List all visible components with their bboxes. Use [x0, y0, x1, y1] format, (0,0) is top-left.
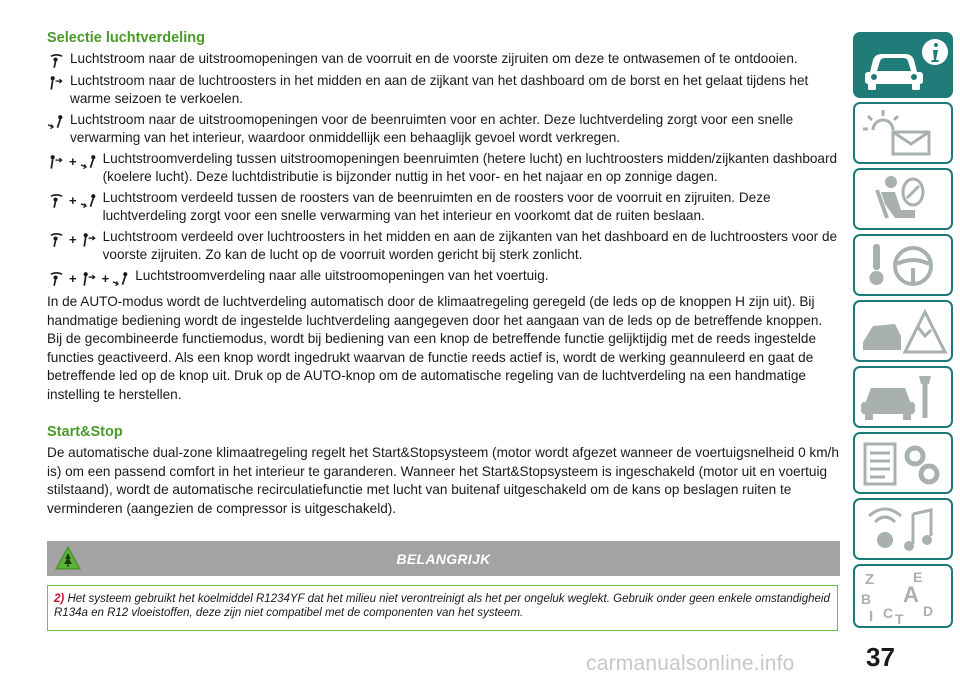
tab-multimedia[interactable]: [853, 498, 953, 560]
distribution-text: Luchtstroom verdeeld over luchtroosters in het midden en aan de zijkanten van het dashboard en de luchtroosters voor de voorste zijruiten. Zo kan de lucht op de voorruit worden gericht bij sterk zonlicht.: [102, 229, 838, 262]
tab-car-info[interactable]: [853, 32, 953, 98]
fan-feet-icon: [112, 271, 131, 287]
index-letter: D: [923, 603, 934, 619]
fan-feet-icon: [80, 154, 99, 170]
distribution-icons: [47, 111, 66, 130]
tab-safety[interactable]: [853, 168, 953, 230]
distribution-row: [47, 267, 840, 288]
environment-warning-icon: [54, 545, 82, 576]
start-stop-paragraph: De automatische dual-zone klimaatregeling regelt het Start&Stopsysteem (motor wordt afgezet wanneer de voertuigsnelheid 0 km/h is) om een passend comfort in het interieur te garanderen. Wanneer het Start&Stopsysteem is ingeschakeld (motor uit en voertuig stilstaand), wordt de automatische recirculatiefunctie met lucht van buitenaf uitgeschakeld om de kans op beslagen ruiten te verminderen (aangezien de compressor is uitgeschakeld).: [47, 445, 839, 516]
fan-center-icon: [47, 75, 66, 91]
index-letter: I: [869, 608, 874, 625]
tab-emergency[interactable]: [853, 300, 953, 362]
distribution-row: [47, 150, 840, 186]
specs-gear-icon: [855, 434, 951, 492]
tab-specifications[interactable]: [853, 432, 953, 494]
fan-windscreen-icon: [47, 232, 66, 248]
notice-header: [47, 541, 840, 576]
multimedia-icon: [855, 500, 951, 558]
index-letter: A: [903, 582, 919, 607]
distribution-icons: [47, 150, 99, 171]
fan-center-icon: [80, 232, 99, 248]
distribution-row: [47, 72, 840, 108]
index-letter: T: [895, 611, 904, 626]
main-content: [47, 30, 840, 518]
distribution-row: [47, 111, 840, 147]
watermark: carmanualsonline.info: [586, 652, 795, 675]
distribution-icons: [47, 189, 99, 210]
fan-windscreen-icon: [47, 193, 66, 209]
plus-sign: +: [101, 271, 110, 286]
section-title-air-distribution: Selectie luchtverdeling: [47, 30, 205, 46]
warning-lights-icon: [855, 104, 951, 162]
index-letter: C: [883, 605, 894, 621]
accident-icon: [855, 302, 951, 360]
distribution-text: Luchtstroom naar de uitstroomopeningen voor de beenruimten voor en achter. Deze luchtverdeling zorgt voor een snelle verwarming van het interieur, waardoor onmiddellijk een behaaglijk gevoel wordt verkregen.: [70, 112, 794, 145]
car-info-icon: [855, 34, 951, 96]
distribution-text: Luchtstroomverdeling tussen uitstroomopeningen beenruimten (hetere lucht) en luchtroosters midden/zijkanten dashboard (koelere lucht). Deze luchtdistributie is bijzonder nuttig in het voor- en het najaar en op zonnige dagen.: [102, 151, 838, 184]
airbag-seat-icon: [855, 170, 951, 228]
fan-windscreen-icon: [47, 53, 66, 69]
distribution-text: Luchtstroom naar de uitstroomopeningen van de voorruit en de voorste zijruiten om deze te ontwasemen of te ontdooien.: [70, 51, 798, 66]
tab-driving[interactable]: [853, 234, 953, 296]
section-title-start-stop: Start&Stop: [47, 424, 123, 440]
distribution-icons: [47, 228, 99, 249]
notice-title: BELANGRIJK: [396, 550, 491, 567]
distribution-text: Luchtstroomverdeling naar alle uitstroomopeningen van het voertuig.: [135, 268, 549, 283]
page-number: 37: [866, 642, 895, 672]
car-service-icon: [855, 368, 951, 426]
tab-warning-lights[interactable]: [853, 102, 953, 164]
distribution-row: [47, 189, 840, 225]
plus-sign: +: [69, 232, 77, 247]
fan-feet-icon: [47, 114, 66, 130]
distribution-icons: [47, 267, 131, 288]
distribution-text: Luchtstroom naar de luchtroosters in het midden en aan de zijkant van het dashboard om de borst en het gelaat tijdens het warme seizoen te verkoelen.: [70, 73, 809, 106]
index-alphabet-icon: [855, 566, 951, 626]
notice-text: Het systeem gebruikt het koelmiddel R1234YF dat het milieu niet verontreinigt als het per ongeluk weglekt. Gebruik onder geen enkele omstandigheid R134a en R12 vloeistoffen, deze zijn niet compatibel met de componenten van het systeem.: [54, 593, 830, 619]
distribution-row: [47, 50, 840, 69]
fan-center-icon: [80, 271, 99, 287]
fan-center-icon: [47, 154, 66, 170]
tab-maintenance[interactable]: [853, 366, 953, 428]
notice-reference: 2): [54, 593, 65, 605]
distribution-icons: [47, 50, 66, 69]
plus-sign: +: [69, 271, 77, 286]
steering-wheel-icon: [855, 236, 951, 294]
air-distribution-list: [47, 50, 840, 288]
distribution-icons: [47, 72, 66, 91]
distribution-row: [47, 228, 840, 264]
index-letter: Z: [865, 571, 875, 588]
fan-windscreen-icon: [47, 271, 66, 287]
fan-feet-icon: [80, 193, 99, 209]
plus-sign: +: [69, 154, 77, 169]
notice-box: [47, 585, 838, 631]
index-letter: B: [861, 591, 872, 607]
plus-sign: +: [69, 193, 77, 208]
index-letter: E: [913, 569, 923, 585]
distribution-text: Luchtstroom verdeeld tussen de roosters van de beenruimten en de roosters voor de voorruit en zijruiten. Deze luchtverdeling zorgt voor een snelle verwarming van het interieur en voorkomt dat de ruiten beslaan.: [102, 190, 771, 223]
auto-mode-paragraph: In de AUTO-modus wordt de luchtverdeling automatisch door de klimaatregeling geregeld (de leds op de knoppen H zijn uit). Bij handmatige bediening wordt de ingestelde luchtverdeling aangegeven door het aangaan van de leds op de betreffende knoppen. Bij de gecombineerde functiemodus, wordt bij bediening van een knop de betreffende functie gelijktijdig met de reeds ingestelde functies geactiveerd. Als een knop wordt ingedrukt waarvan de functie reeds actief is, wordt de werking geannuleerd en gaat de betreffende led op de knop uit. Druk op de AUTO-knop om de automatische regeling van de luchtverdeling na een handmatige instelling te herstellen.: [47, 294, 823, 402]
tab-index[interactable]: [853, 564, 953, 628]
